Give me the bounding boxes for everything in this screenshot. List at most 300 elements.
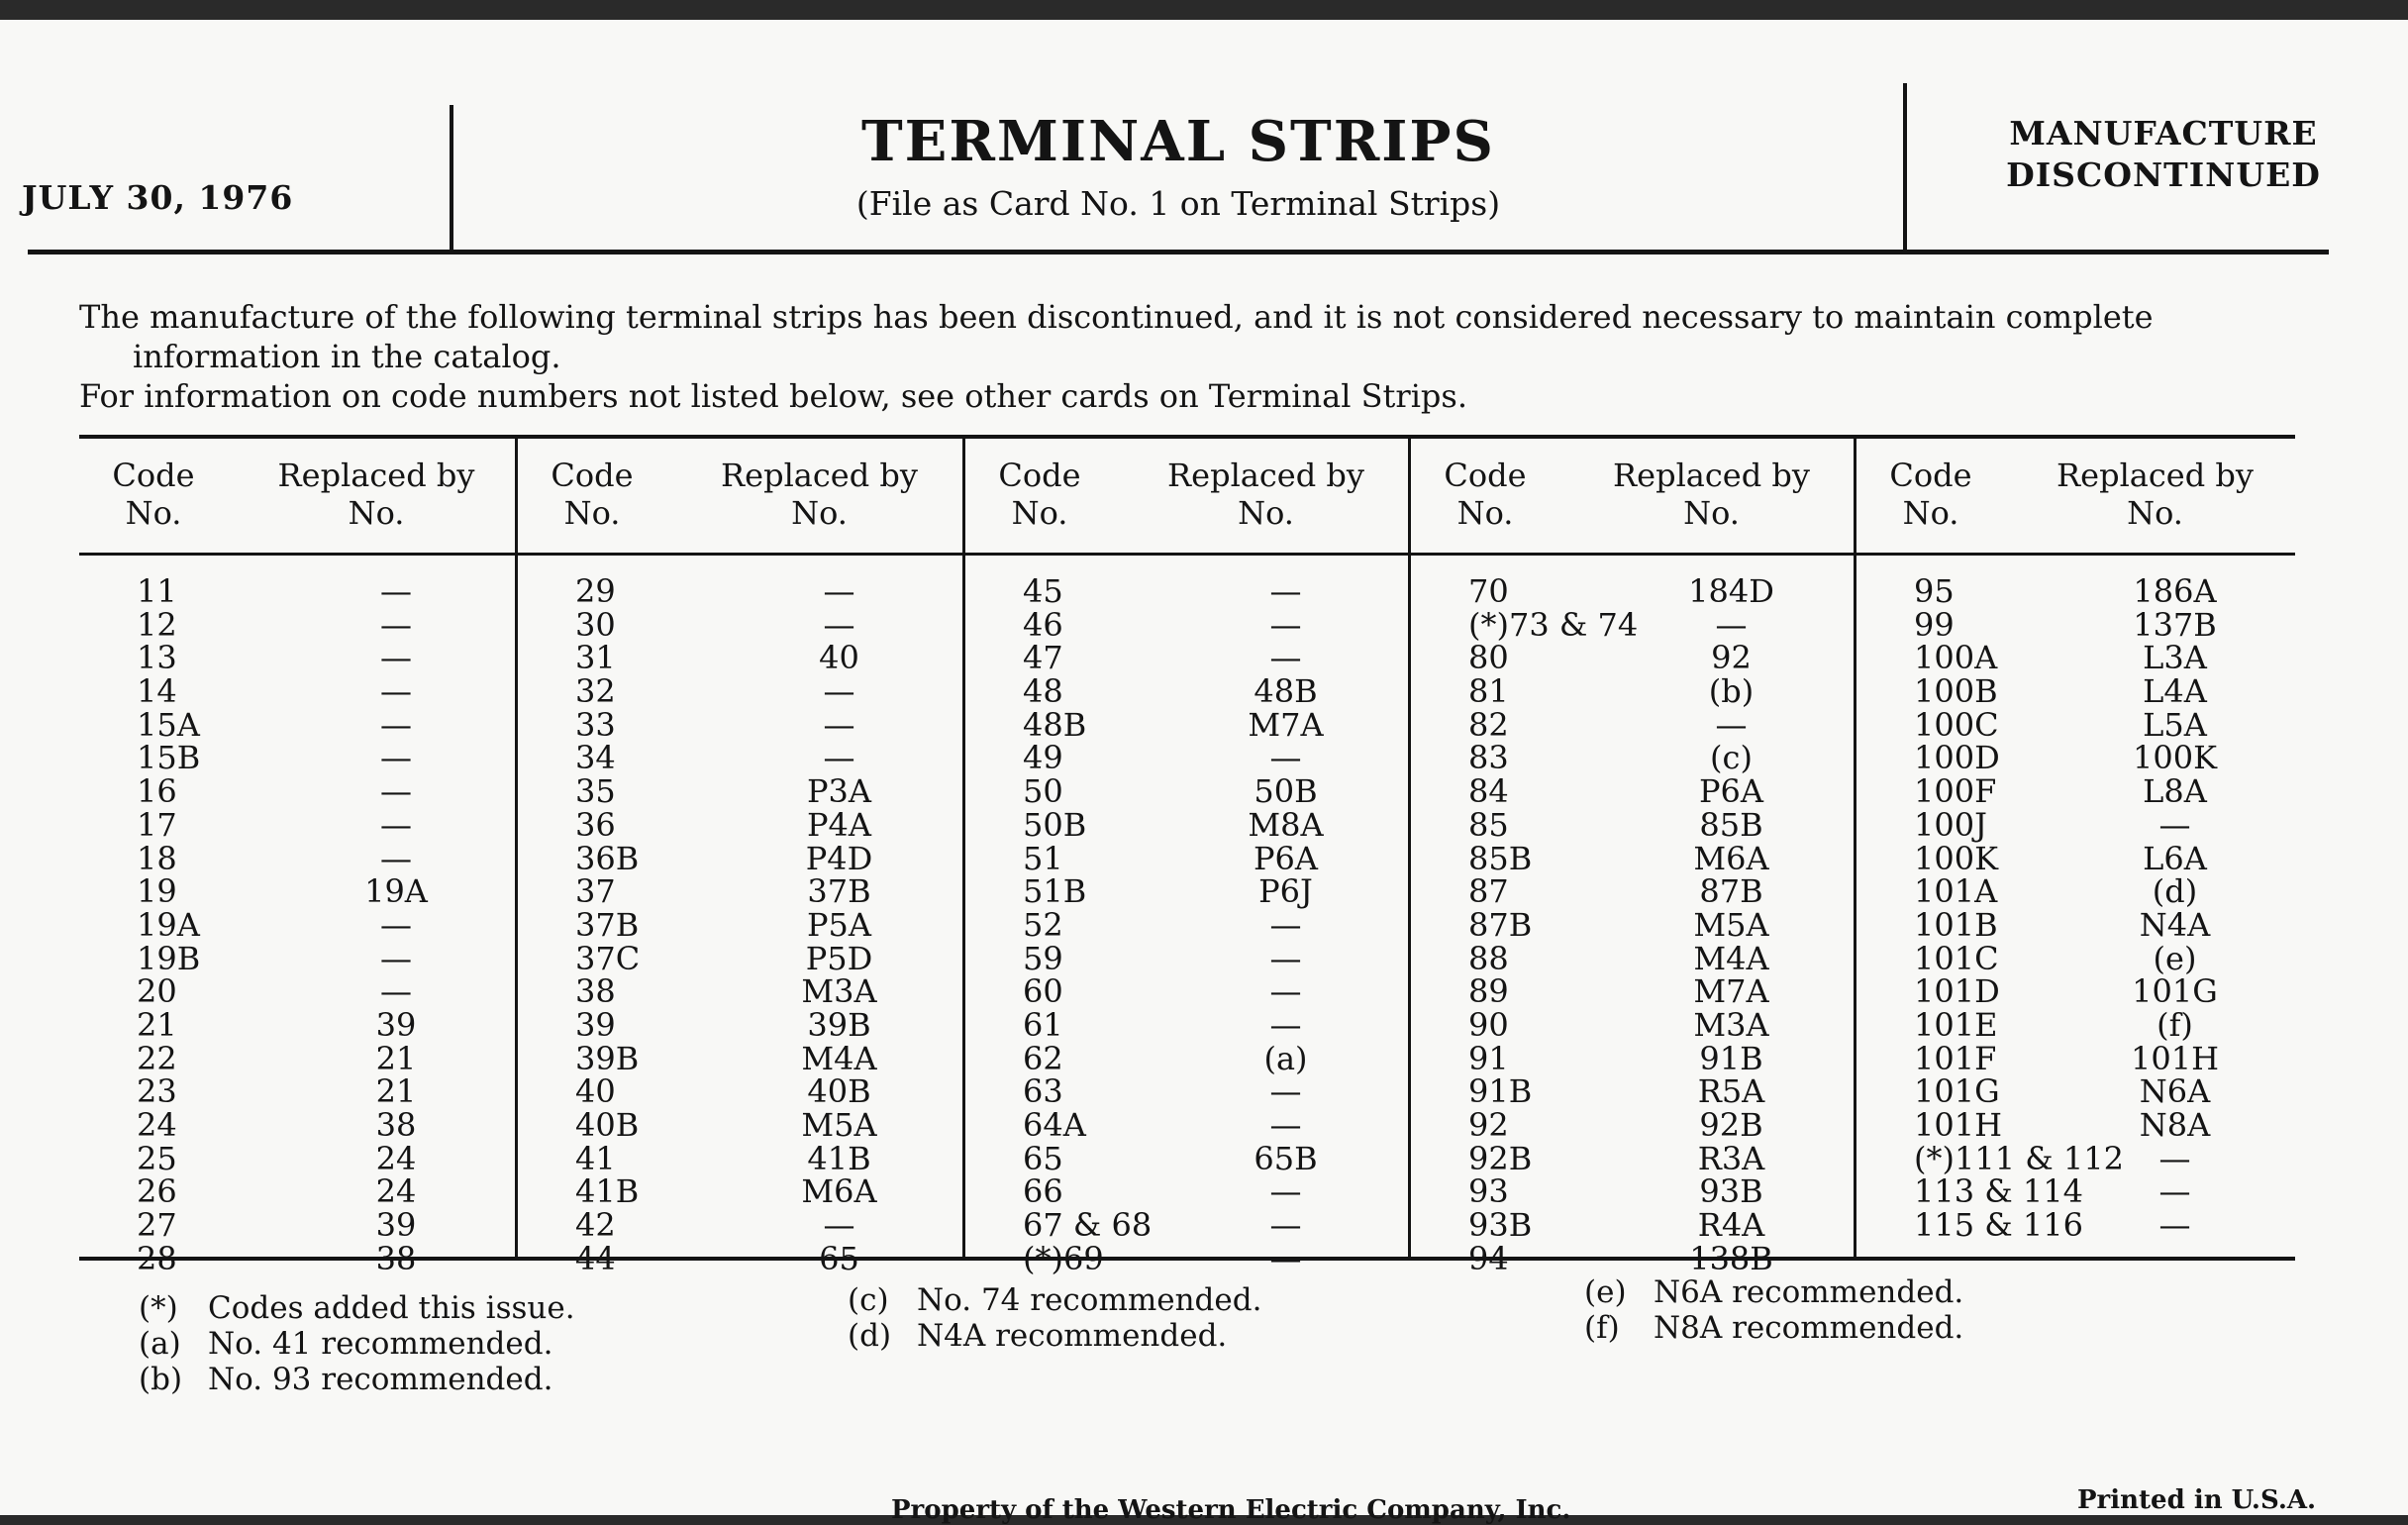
table-row: [1411, 639, 1854, 677]
replaced-by-cell: —: [380, 705, 412, 744]
replaced-by-cell: (a): [1263, 1039, 1308, 1077]
code-cell: 83: [1468, 739, 1509, 777]
code-cell: 101D: [1914, 972, 2000, 1011]
table-row: [79, 739, 515, 777]
code-cell: 50B: [1023, 805, 1087, 844]
table-row: [1856, 805, 2295, 844]
replaced-by-cell: —: [1269, 1005, 1302, 1044]
table-row: [1411, 1139, 1854, 1177]
table-row: [518, 939, 962, 977]
footnote: [1584, 1274, 1963, 1310]
table-row: [1411, 1039, 1854, 1077]
code-cell: 42: [575, 1206, 616, 1245]
table-row: [1411, 705, 1854, 744]
replaced-by-cell: —: [1269, 1172, 1302, 1211]
replaced-by-cell: —: [1269, 939, 1302, 977]
table-row: [79, 839, 515, 877]
code-cell: 100B: [1914, 672, 1998, 711]
code-cell: 87: [1468, 872, 1509, 911]
table-row: [1856, 1106, 2295, 1144]
table-row: [79, 672, 515, 711]
code-cell: 40: [575, 1072, 616, 1111]
replaced-by-cell: (b): [1708, 672, 1755, 711]
table-row: [79, 872, 515, 911]
replaced-by-cell: L5A: [2143, 705, 2207, 744]
table-row: [1411, 839, 1854, 877]
table-row: [1411, 1072, 1854, 1111]
print-notice: Printed in U.S.A.: [2077, 1485, 2317, 1515]
column-header: [518, 439, 962, 556]
replaced-by-cell: 38: [375, 1106, 417, 1144]
code-cell: 48B: [1023, 705, 1087, 744]
table-row: [1411, 1239, 1854, 1277]
page-subtitle: (File as Card No. 1 on Terminal Strips): [855, 184, 1501, 223]
footnote-text: No. 93 recommended.: [208, 1362, 553, 1397]
code-cell: 94: [1468, 1239, 1509, 1277]
intro-line-2: information in the catalog.: [133, 338, 561, 375]
replaced-by-cell: —: [1269, 1206, 1302, 1245]
code-cell: 65: [1023, 1139, 1063, 1177]
column-header-replaced-by: Replaced by No.: [721, 457, 918, 532]
replaced-by-cell: N4A: [2139, 905, 2211, 944]
replaced-by-cell: —: [2158, 1172, 2191, 1211]
table-row: [518, 1139, 962, 1177]
replaced-by-cell: M6A: [1693, 839, 1769, 877]
table-row: [965, 739, 1408, 777]
code-cell: 28: [137, 1239, 177, 1277]
replaced-by-cell: 101G: [2132, 972, 2218, 1011]
replaced-by-cell: P3A: [807, 772, 871, 811]
page-title: TERMINAL STRIPS: [861, 109, 1495, 174]
replaced-by-cell: 85B: [1699, 805, 1763, 844]
code-cell: 36: [575, 805, 616, 844]
replaced-by-cell: —: [1269, 639, 1302, 677]
replaced-by-cell: —: [1269, 905, 1302, 944]
issue-date: JULY 30, 1976: [22, 178, 294, 217]
replaced-by-cell: M5A: [1693, 905, 1769, 944]
replaced-by-cell: 24: [375, 1172, 417, 1211]
code-cell: 18: [137, 839, 177, 877]
code-cell: 38: [575, 972, 616, 1011]
code-cell: 63: [1023, 1072, 1063, 1111]
replaced-by-cell: N8A: [2139, 1106, 2211, 1144]
table-row: [79, 605, 515, 644]
table-row: [1856, 572, 2295, 610]
footnote-symbol: (b): [139, 1362, 183, 1397]
code-cell: 80: [1468, 639, 1509, 677]
code-cell: 99: [1914, 605, 1955, 644]
table-row: [1856, 639, 2295, 677]
code-cell: 85B: [1468, 839, 1533, 877]
table-row: [965, 1239, 1408, 1277]
code-cell: 37B: [575, 905, 640, 944]
replaced-by-cell: M3A: [801, 972, 877, 1011]
replaced-by-cell: —: [1269, 1239, 1302, 1277]
footnote-symbol: (a): [139, 1326, 181, 1362]
code-cell: 100D: [1914, 739, 2000, 777]
table-row: [518, 905, 962, 944]
table-row: [518, 639, 962, 677]
code-cell: 34: [575, 739, 616, 777]
replaced-by-cell: R3A: [1697, 1139, 1765, 1177]
code-cell: 29: [575, 572, 616, 610]
code-cell: 91B: [1468, 1072, 1533, 1111]
table-row: [1411, 672, 1854, 711]
table-row: [79, 1072, 515, 1111]
table-row: [1856, 1005, 2295, 1044]
code-cell: 88: [1468, 939, 1509, 977]
code-cell: 37C: [575, 939, 641, 977]
footnote-symbol: (c): [848, 1282, 889, 1318]
table-row: [1856, 1039, 2295, 1077]
code-cell: 66: [1023, 1172, 1063, 1211]
code-cell: 61: [1023, 1005, 1063, 1044]
code-cell: 101E: [1914, 1005, 1998, 1044]
replaced-by-cell: 39: [375, 1005, 417, 1044]
table-row: [518, 839, 962, 877]
replaced-by-cell: —: [823, 605, 855, 644]
table-row: [1856, 1172, 2295, 1211]
code-cell: (*)111 & 112: [1914, 1139, 2124, 1177]
replaced-by-cell: L4A: [2143, 672, 2207, 711]
replaced-by-cell: P6A: [1254, 839, 1318, 877]
replaced-by-cell: (e): [2153, 939, 2197, 977]
table-row: [1411, 605, 1854, 644]
table-row: [79, 939, 515, 977]
table-row: [965, 972, 1408, 1011]
code-cell: (*)73 & 74: [1468, 605, 1639, 644]
footnote-symbol: (d): [848, 1318, 892, 1354]
table-row: [79, 772, 515, 811]
footnote-text: N8A recommended.: [1654, 1310, 1964, 1346]
column-header-code: Code No.: [1444, 457, 1527, 532]
intro-line-1: The manufacture of the following terminal strips has been discontinued, and it is not considered necessary to maintain complete: [79, 298, 2154, 336]
replaced-by-cell: P6A: [1699, 772, 1763, 811]
code-cell: 40B: [575, 1106, 640, 1144]
replaced-by-cell: —: [380, 839, 412, 877]
table-row: [965, 872, 1408, 911]
replaced-by-cell: —: [380, 939, 412, 977]
table-row: [518, 705, 962, 744]
code-cell: 33: [575, 705, 616, 744]
table-row: [79, 1172, 515, 1211]
table-row: [1856, 705, 2295, 744]
footnote-text: No. 41 recommended.: [208, 1326, 553, 1362]
replaced-by-cell: 101H: [2131, 1039, 2219, 1077]
table-row: [965, 1005, 1408, 1044]
table-body: [79, 572, 515, 1277]
code-cell: 89: [1468, 972, 1509, 1011]
table-row: [1856, 739, 2295, 777]
replaced-by-cell: L3A: [2143, 639, 2207, 677]
code-cell: 64A: [1023, 1106, 1086, 1144]
table-row: [1411, 972, 1854, 1011]
table-row: [518, 739, 962, 777]
table-group: [1854, 439, 2295, 1257]
footnote-symbol: (*): [139, 1290, 178, 1326]
code-cell: 15B: [137, 739, 201, 777]
table-row: [1856, 672, 2295, 711]
code-cell: (*)69: [1023, 1239, 1104, 1277]
code-cell: 31: [575, 639, 616, 677]
table-row: [79, 1139, 515, 1177]
column-header-replaced-by: Replaced by No.: [2057, 457, 2254, 532]
replaced-by-cell: —: [1269, 1072, 1302, 1111]
table-row: [965, 839, 1408, 877]
table-row: [1856, 1206, 2295, 1245]
table-row: [79, 1206, 515, 1245]
replaced-by-cell: P5D: [805, 939, 873, 977]
code-cell: 92B: [1468, 1139, 1533, 1177]
column-header: [965, 439, 1408, 556]
table-row: [518, 1005, 962, 1044]
code-cell: 101A: [1914, 872, 1998, 911]
table-row: [965, 1106, 1408, 1144]
code-cell: 13: [137, 639, 177, 677]
status-line-1: MANUFACTURE: [2009, 114, 2318, 152]
code-cell: 113 & 114: [1914, 1172, 2083, 1211]
column-header-code: Code No.: [998, 457, 1081, 532]
replaced-by-cell: 40B: [807, 1072, 871, 1111]
table-row: [1411, 1005, 1854, 1044]
replaced-by-cell: —: [380, 805, 412, 844]
table-row: [965, 1206, 1408, 1245]
replaced-by-cell: 24: [375, 1139, 417, 1177]
column-header-replaced-by: Replaced by No.: [277, 457, 475, 532]
code-cell: 30: [575, 605, 616, 644]
code-cell: 100A: [1914, 639, 1998, 677]
column-header: [1411, 439, 1854, 556]
table-row: [965, 705, 1408, 744]
table-row: [518, 1172, 962, 1211]
code-cell: 101G: [1914, 1072, 2000, 1111]
replaced-by-cell: M4A: [801, 1039, 877, 1077]
replaced-by-cell: —: [380, 605, 412, 644]
replaced-by-cell: 41B: [807, 1139, 871, 1177]
replaced-by-cell: 91B: [1699, 1039, 1763, 1077]
table-row: [518, 772, 962, 811]
replaced-by-cell: R4A: [1697, 1206, 1765, 1245]
table-body: [518, 572, 962, 1277]
table-row: [1856, 972, 2295, 1011]
table-row: [79, 905, 515, 944]
table-row: [1411, 905, 1854, 944]
code-cell: 70: [1468, 572, 1509, 610]
code-cell: 50: [1023, 772, 1063, 811]
header-divider-right: [1903, 83, 1907, 250]
table-row: [1856, 839, 2295, 877]
table-row: [79, 1005, 515, 1044]
table-row: [1411, 572, 1854, 610]
table-row: [79, 572, 515, 610]
replaced-by-cell: P5A: [807, 905, 871, 944]
code-cell: 47: [1023, 639, 1063, 677]
replaced-by-cell: 65: [819, 1239, 859, 1277]
code-cell: 20: [137, 972, 177, 1011]
column-header-replaced-by: Replaced by No.: [1167, 457, 1364, 532]
table-row: [1411, 1106, 1854, 1144]
replaced-by-cell: —: [823, 705, 855, 744]
code-cell: 84: [1468, 772, 1509, 811]
code-cell: 85: [1468, 805, 1509, 844]
code-cell: 44: [575, 1239, 616, 1277]
table-row: [79, 1239, 515, 1277]
replaced-by-cell: 39B: [807, 1005, 871, 1044]
table-row: [79, 1039, 515, 1077]
replaced-by-cell: (f): [2157, 1005, 2193, 1044]
table-row: [965, 805, 1408, 844]
replaced-by-cell: M4A: [1693, 939, 1769, 977]
code-cell: 35: [575, 772, 616, 811]
replaced-by-cell: —: [380, 772, 412, 811]
replaced-by-cell: —: [823, 572, 855, 610]
code-cell: 27: [137, 1206, 177, 1245]
replaced-by-cell: 138B: [1689, 1239, 1773, 1277]
table-row: [79, 805, 515, 844]
code-cell: 100K: [1914, 839, 1998, 877]
table-row: [1856, 939, 2295, 977]
code-cell: 100J: [1914, 805, 1987, 844]
table-row: [1856, 772, 2295, 811]
code-cell: 67 & 68: [1023, 1206, 1153, 1245]
table-row: [965, 572, 1408, 610]
code-cell: 22: [137, 1039, 177, 1077]
code-cell: 21: [137, 1005, 177, 1044]
codes-table: [79, 435, 2295, 1277]
replaced-by-cell: 19A: [364, 872, 428, 911]
code-cell: 32: [575, 672, 616, 711]
table-row: [1411, 772, 1854, 811]
footnote-text: Codes added this issue.: [208, 1290, 575, 1326]
code-cell: 101B: [1914, 905, 1998, 944]
replaced-by-cell: 40: [819, 639, 859, 677]
replaced-by-cell: 92B: [1699, 1106, 1763, 1144]
table-group: [515, 439, 962, 1277]
code-cell: 23: [137, 1072, 177, 1111]
code-cell: 48: [1023, 672, 1063, 711]
table-row: [518, 972, 962, 1011]
table-row: [518, 1106, 962, 1144]
replaced-by-cell: M5A: [801, 1106, 877, 1144]
code-cell: 92: [1468, 1106, 1509, 1144]
replaced-by-cell: —: [380, 972, 412, 1011]
table-row: [1411, 1206, 1854, 1245]
code-cell: 101F: [1914, 1039, 1997, 1077]
intro-text: [79, 297, 2297, 416]
code-cell: 51B: [1023, 872, 1087, 911]
replaced-by-cell: —: [2158, 1206, 2191, 1245]
code-cell: 26: [137, 1172, 177, 1211]
replaced-by-cell: 65B: [1254, 1139, 1318, 1177]
footnote: [139, 1326, 552, 1362]
replaced-by-cell: 93B: [1699, 1172, 1763, 1211]
code-cell: 39B: [575, 1039, 640, 1077]
table-group: [79, 439, 515, 1277]
table-row: [518, 605, 962, 644]
replaced-by-cell: P6J: [1258, 872, 1313, 911]
code-cell: 46: [1023, 605, 1063, 644]
replaced-by-cell: 186A: [2133, 572, 2217, 610]
table-row: [79, 972, 515, 1011]
code-cell: 52: [1023, 905, 1063, 944]
replaced-by-cell: —: [380, 572, 412, 610]
table-row: [965, 1039, 1408, 1077]
table-row: [518, 1239, 962, 1277]
table-row: [518, 1039, 962, 1077]
table-group: [1408, 439, 1854, 1277]
code-cell: 93B: [1468, 1206, 1533, 1245]
header-divider-left: [450, 105, 453, 254]
owner-notice: Property of the Western Electric Company, Inc.: [891, 1495, 1571, 1525]
code-cell: 101C: [1914, 939, 1999, 977]
terminal-strips-card: [0, 20, 2408, 1525]
replaced-by-cell: (c): [1710, 739, 1753, 777]
code-cell: 90: [1468, 1005, 1509, 1044]
table-row: [518, 672, 962, 711]
code-cell: 36B: [575, 839, 640, 877]
footnote: [848, 1318, 1227, 1354]
replaced-by-cell: —: [380, 905, 412, 944]
table-row: [965, 772, 1408, 811]
footnote-text: No. 74 recommended.: [917, 1282, 1262, 1318]
column-header-code: Code No.: [551, 457, 634, 532]
table-row: [965, 1139, 1408, 1177]
table-row: [1856, 605, 2295, 644]
replaced-by-cell: —: [823, 739, 855, 777]
replaced-by-cell: —: [1269, 972, 1302, 1011]
replaced-by-cell: —: [380, 639, 412, 677]
replaced-by-cell: M7A: [1248, 705, 1324, 744]
code-cell: 19: [137, 872, 177, 911]
replaced-by-cell: —: [1269, 1106, 1302, 1144]
table-body: [1856, 572, 2295, 1245]
table-row: [965, 639, 1408, 677]
replaced-by-cell: —: [380, 739, 412, 777]
code-cell: 19A: [137, 905, 200, 944]
table-row: [518, 1072, 962, 1111]
replaced-by-cell: L6A: [2143, 839, 2207, 877]
footnote-symbol: (f): [1584, 1310, 1620, 1346]
header-rule: [28, 250, 2329, 254]
replaced-by-cell: 37B: [807, 872, 871, 911]
replaced-by-cell: M6A: [801, 1172, 877, 1211]
code-cell: 12: [137, 605, 177, 644]
footnote: [848, 1282, 1261, 1318]
code-cell: 81: [1468, 672, 1509, 711]
column-header-replaced-by: Replaced by No.: [1613, 457, 1810, 532]
footnote: [1584, 1310, 1963, 1346]
table-row: [1856, 1139, 2295, 1177]
replaced-by-cell: M3A: [1693, 1005, 1769, 1044]
replaced-by-cell: 39: [375, 1206, 417, 1245]
replaced-by-cell: —: [823, 672, 855, 711]
table-row: [518, 572, 962, 610]
column-header: [1856, 439, 2295, 556]
table-body: [965, 572, 1408, 1277]
code-cell: 115 & 116: [1914, 1206, 2083, 1245]
table-row: [518, 1206, 962, 1245]
replaced-by-cell: —: [380, 672, 412, 711]
table-row: [518, 805, 962, 844]
replaced-by-cell: P4D: [805, 839, 873, 877]
replaced-by-cell: P4A: [807, 805, 871, 844]
table-row: [965, 605, 1408, 644]
replaced-by-cell: 38: [375, 1239, 417, 1277]
table-row: [79, 1106, 515, 1144]
replaced-by-cell: N6A: [2139, 1072, 2211, 1111]
replaced-by-cell: 184D: [1688, 572, 1774, 610]
status-label: [1916, 113, 2408, 196]
